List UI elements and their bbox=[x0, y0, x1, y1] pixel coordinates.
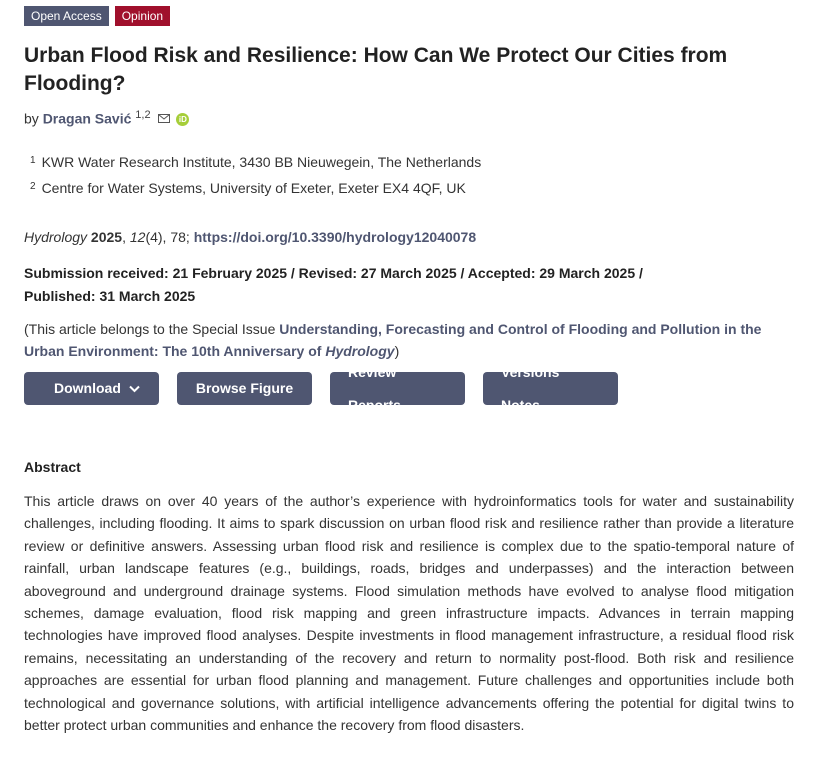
open-access-badge[interactable]: Open Access bbox=[24, 6, 109, 26]
affiliation-text: Centre for Water Systems, University of Exeter, Exeter EX4 4QF, UK bbox=[41, 180, 466, 196]
publication-dates bbox=[24, 262, 724, 308]
article-title: Urban Flood Risk and Resilience: How Can We Protect Our Cities from Flooding? bbox=[24, 44, 728, 95]
special-issue-suffix: ) bbox=[394, 343, 400, 359]
citation-issue-pages: (4), 78; bbox=[145, 229, 190, 245]
citation-line: Hydrology 2025, 12(4), 78; https://doi.org/10.3390/hydrology12040078 bbox=[24, 229, 477, 245]
author-name-link[interactable]: Dragan Savić bbox=[42, 110, 132, 127]
article-badges bbox=[24, 6, 170, 26]
citation-volume: 12 bbox=[129, 229, 146, 245]
action-buttons bbox=[24, 363, 618, 413]
orcid-icon[interactable]: iD bbox=[176, 113, 189, 126]
download-label: Download bbox=[54, 380, 121, 396]
affiliation-item bbox=[30, 151, 481, 177]
affiliations bbox=[30, 151, 481, 203]
affiliation-number: 1 bbox=[30, 155, 36, 166]
affiliation-text: KWR Water Research Institute, 3430 BB Nieuwegein, The Netherlands bbox=[41, 154, 482, 170]
author-affiliation-sup: 1,2 bbox=[135, 109, 151, 121]
abstract-text: This article draws on over 40 years of the author’s experience with hydroinformatics tools for water and sustainability challenges, including flooding. It aims to spark discussion on urban flood risk and resilience rather than provide a literature review or definitive answers. Assessing urban flood risk and resilience is complex due to the spatio-temporal nature of rainfall, urban landscape features (e.g., buildings, roads, bridges and underpasses) and the interaction between aboveground and underground drainage systems. Flood simulation methods have evolved to analyse flood mitigation schemes, damage evaluation, flood risk mapping and green infrastructure impacts. Advances in terrain mapping technologies have improved flood analyses. Despite investments in flood management infrastructure, a residual flood risk remains, necessitating an understanding of the recovery and return to normality post-flood. Both risk and resilience approaches are essential for urban flood planning and management. Future challenges and opportunities include both technological and governance solutions, with artificial intelligence advancements offering the potential for digital twins to better protect urban communities and enhance the recovery from flood disasters. bbox=[24, 493, 794, 734]
article-type-badge[interactable]: Opinion bbox=[115, 6, 170, 26]
mail-icon[interactable] bbox=[158, 110, 170, 126]
doi-link[interactable]: https://doi.org/10.3390/hydrology12040078 bbox=[193, 229, 477, 245]
journal-name: Hydrology bbox=[24, 229, 88, 245]
abstract-heading: Abstract bbox=[24, 459, 81, 475]
dates-line-1: Submission received: 21 February 2025 / Revised: 27 March 2025 / Accepted: 29 March 2025 / bbox=[24, 265, 643, 281]
affiliation-number: 2 bbox=[30, 181, 36, 192]
browse-figure-button[interactable]: Browse Figure bbox=[177, 372, 312, 405]
versions-notes-button[interactable]: Versions Notes bbox=[483, 372, 618, 405]
affiliation-item bbox=[30, 177, 481, 203]
by-label: by bbox=[24, 110, 39, 127]
special-issue-prefix: (This article belongs to the Special Issue bbox=[24, 321, 280, 337]
download-button[interactable] bbox=[24, 372, 159, 405]
special-issue-link-text: Understanding, Forecasting and Control of Flooding and Pollution in the Urban Environment: The 10th Anniversary of bbox=[24, 321, 762, 359]
dates-line-2: Published: 31 March 2025 bbox=[24, 288, 196, 304]
citation-year: 2025 bbox=[90, 229, 123, 245]
chevron-down-icon bbox=[129, 372, 140, 405]
author-line bbox=[24, 109, 189, 127]
special-issue-link-journal: Hydrology bbox=[325, 343, 395, 359]
review-reports-button[interactable]: Review Reports bbox=[330, 372, 465, 405]
